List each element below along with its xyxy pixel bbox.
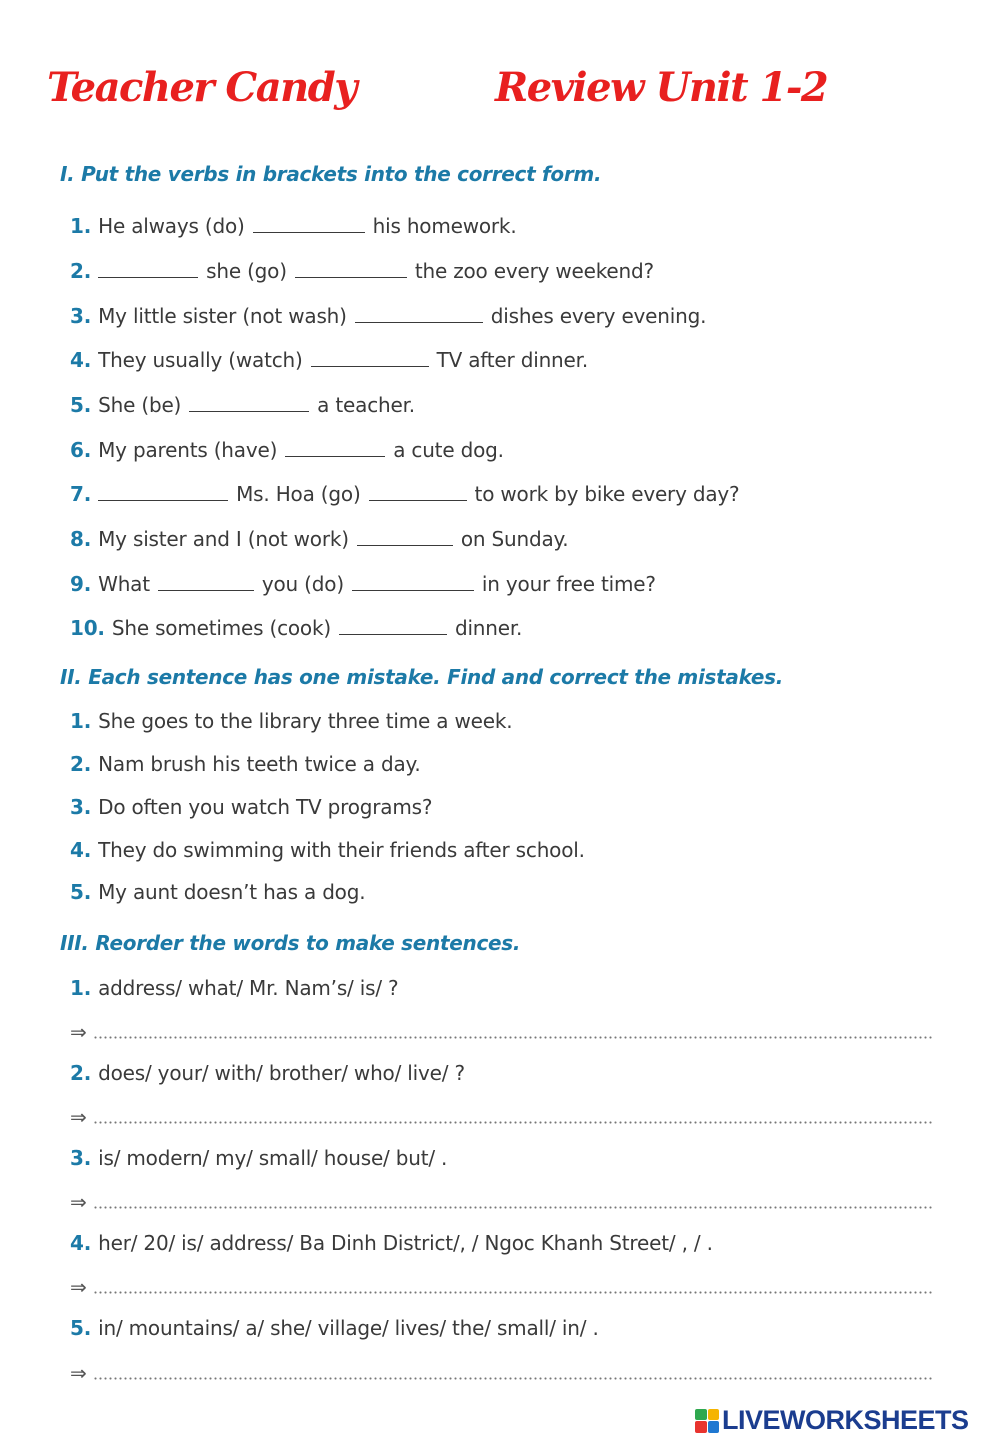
logo-square	[695, 1421, 707, 1433]
answer-blank[interactable]	[339, 614, 447, 635]
item-text: She (be)	[98, 393, 182, 417]
item-text: They do swimming with their friends after school.	[98, 838, 585, 862]
s2-item-3	[70, 795, 432, 819]
item-number: 4.	[70, 838, 92, 862]
item-number: 3.	[70, 795, 92, 819]
liveworksheets-logo-icon	[695, 1409, 719, 1433]
item-text: her/ 20/ is/ address/ Ba Dinh District/, / Ngoc Khanh Street/ , / .	[98, 1231, 713, 1255]
answer-line-2[interactable]	[70, 1105, 932, 1129]
item-text: They usually (watch)	[98, 348, 303, 372]
logo-square	[708, 1421, 720, 1433]
answer-line-3[interactable]	[70, 1190, 932, 1214]
section-3-heading: III. Reorder the words to make sentences.	[60, 931, 521, 955]
s1-item-6	[70, 436, 504, 462]
item-number: 3.	[70, 1146, 92, 1170]
s2-item-4	[70, 838, 585, 862]
item-text: TV after dinner.	[436, 348, 588, 372]
item-text: He always (do)	[98, 214, 245, 238]
item-text: in your free time?	[481, 572, 656, 596]
arrow-icon: ⇒	[70, 1361, 87, 1385]
item-number: 7.	[70, 482, 92, 506]
item-number: 9.	[70, 572, 92, 596]
answer-line-4[interactable]	[70, 1275, 932, 1299]
item-number: 10.	[70, 616, 105, 640]
s1-item-1	[70, 212, 516, 238]
arrow-icon: ⇒	[70, 1275, 87, 1299]
s1-item-4	[70, 346, 588, 372]
s3-item-4	[70, 1231, 713, 1255]
answer-blank[interactable]	[158, 570, 254, 591]
answer-blank[interactable]	[253, 212, 365, 233]
s3-item-1	[70, 976, 398, 1000]
answer-blank[interactable]	[98, 257, 198, 278]
item-number: 1.	[70, 214, 92, 238]
logo-square	[708, 1409, 720, 1421]
item-number: 1.	[70, 709, 92, 733]
item-text: a cute dog.	[393, 438, 504, 462]
arrow-icon: ⇒	[70, 1105, 87, 1129]
answer-blank[interactable]	[352, 570, 474, 591]
item-text: to work by bike every day?	[474, 482, 740, 506]
s1-item-7	[70, 480, 739, 506]
answer-blank[interactable]	[295, 257, 407, 278]
item-number: 5.	[70, 1316, 92, 1340]
arrow-icon: ⇒	[70, 1190, 87, 1214]
item-number: 1.	[70, 976, 92, 1000]
item-number: 5.	[70, 393, 92, 417]
s2-item-1	[70, 709, 512, 733]
item-text: is/ modern/ my/ small/ house/ but/ .	[98, 1146, 448, 1170]
answer-blank[interactable]	[355, 302, 483, 323]
item-text: dinner.	[454, 616, 523, 640]
dotted-answer-line[interactable]	[93, 1291, 932, 1294]
dotted-answer-line[interactable]	[93, 1206, 932, 1209]
s1-item-2	[70, 257, 654, 283]
answer-blank[interactable]	[369, 480, 467, 501]
item-number: 5.	[70, 880, 92, 904]
item-number: 2.	[70, 259, 92, 283]
item-text: his homework.	[372, 214, 517, 238]
item-text: dishes every evening.	[490, 304, 707, 328]
item-text: My sister and I (not work)	[98, 527, 349, 551]
item-text: you (do)	[261, 572, 344, 596]
item-text: on Sunday.	[460, 527, 569, 551]
item-text: She goes to the library three time a week.	[98, 709, 513, 733]
answer-blank[interactable]	[311, 346, 429, 367]
s2-item-2	[70, 752, 421, 776]
item-text: Nam brush his teeth twice a day.	[98, 752, 421, 776]
section-1-heading: I. Put the verbs in brackets into the correct form.	[60, 162, 602, 186]
item-text: She sometimes (cook)	[111, 616, 331, 640]
section-2-heading: II. Each sentence has one mistake. Find and correct the mistakes.	[60, 665, 784, 689]
arrow-icon: ⇒	[70, 1020, 87, 1044]
watermark-text: LIVEWORKSHEETS	[722, 1405, 969, 1435]
item-text: Do often you watch TV programs?	[98, 795, 433, 819]
item-number: 3.	[70, 304, 92, 328]
dotted-answer-line[interactable]	[93, 1377, 932, 1380]
item-text: My little sister (not wash)	[98, 304, 347, 328]
item-text: My aunt doesn’t has a dog.	[98, 880, 366, 904]
answer-line-5[interactable]	[70, 1361, 932, 1385]
logo-square	[695, 1409, 707, 1421]
item-text: in/ mountains/ a/ she/ village/ lives/ the/ small/ in/ .	[98, 1316, 599, 1340]
item-text: Ms. Hoa (go)	[236, 482, 361, 506]
s1-item-3	[70, 302, 706, 328]
item-text: the zoo every weekend?	[414, 259, 654, 283]
item-text: does/ your/ with/ brother/ who/ live/ ?	[98, 1061, 465, 1085]
s1-item-9	[70, 570, 656, 596]
s2-item-5	[70, 880, 365, 904]
item-number: 2.	[70, 752, 92, 776]
worksheet-title: Review Unit 1-2	[495, 64, 828, 111]
answer-blank[interactable]	[189, 391, 309, 412]
teacher-title: Teacher Candy	[47, 64, 356, 111]
item-number: 4.	[70, 1231, 92, 1255]
item-text: she (go)	[206, 259, 287, 283]
item-text: a teacher.	[317, 393, 415, 417]
answer-blank[interactable]	[98, 480, 228, 501]
s1-item-8	[70, 525, 568, 551]
item-text: My parents (have)	[98, 438, 278, 462]
answer-blank[interactable]	[285, 436, 385, 457]
item-text: What	[98, 572, 150, 596]
s3-item-5	[70, 1316, 599, 1340]
s3-item-2	[70, 1061, 465, 1085]
answer-line-1[interactable]	[70, 1020, 932, 1044]
item-number: 8.	[70, 527, 92, 551]
item-text: address/ what/ Mr. Nam’s/ is/ ?	[98, 976, 399, 1000]
s1-item-10	[70, 614, 522, 640]
item-number: 2.	[70, 1061, 92, 1085]
s1-item-5	[70, 391, 415, 417]
dotted-answer-line[interactable]	[93, 1036, 932, 1039]
item-number: 6.	[70, 438, 92, 462]
liveworksheets-watermark	[695, 1405, 969, 1436]
dotted-answer-line[interactable]	[93, 1121, 932, 1124]
s3-item-3	[70, 1146, 447, 1170]
answer-blank[interactable]	[357, 525, 453, 546]
item-number: 4.	[70, 348, 92, 372]
